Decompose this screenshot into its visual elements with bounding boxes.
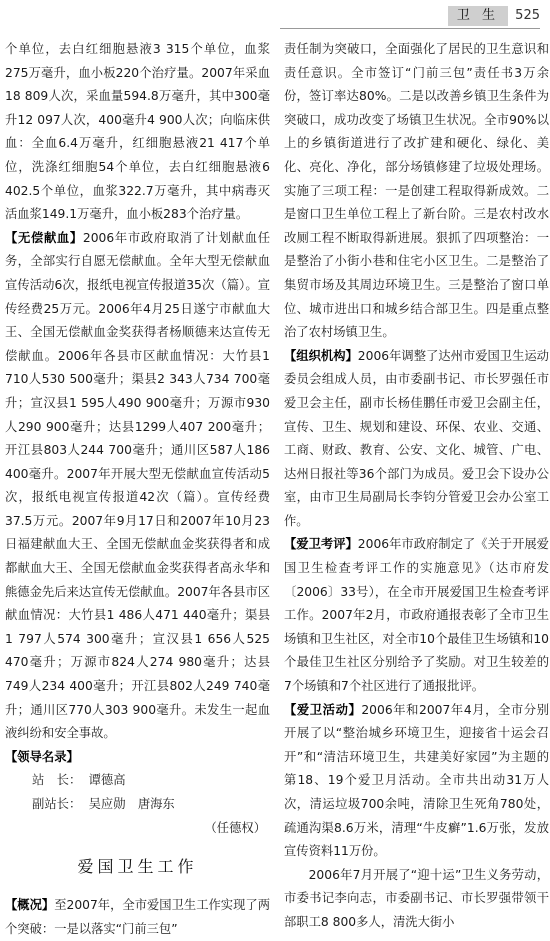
organization-heading: 【组织机构】	[284, 348, 358, 363]
activities-heading: 【爱卫活动】	[284, 702, 362, 717]
paragraph-overview-continued: 责任制为突破口，全面强化了居民的卫生意识和责任意识。全市签订“门前三包”责任书3万余份，签订率达80%。二是以改善乡镇卫生条件为突破口，成功改变了场镇卫生状况。全市90%以上的乡镇街道进行了改扩建和硬化、绿化、美化、亮化、净化，部分场镇修建了垃圾处理场。实施了三项工程：一是创建工程取得新成效。二是窗口卫生单位工程上了新台阶。三是农村改水改厕工程不断取得新进展。狠抓了四项整治：一是整治了小街小巷和住宅小区卫生。二是整治了集贸市场及其周边环境卫生。三是整治了窗口单位、城市进出口和城乡结合部卫生。四是重点整治了农村场镇卫生。	[284, 42, 549, 340]
paragraph-overview	[5, 894, 270, 941]
leader-role: 站 长：	[32, 773, 82, 788]
leaders-heading: 【领导名录】	[5, 749, 79, 764]
unpaid-donation-text: 2006年市政府取消了计划献血任务，全部实行自愿无偿献血。全年大型无偿献血宣传活动6次，报纸电视宣传报道35次（篇）。宣传经费25万元。2006年4月25日遂宁市献血大王、全国无偿献血金奖获得者杨顺德来达宣传无偿献血。2006年各县市区献血情况：大竹县1 710人530 500毫升；渠县2 343人734 700毫升；宣汉县1 595人490 900毫升；万源市930人290 900毫升；达县1299人407 200毫升；开江县803人244 700毫升；通川区587人186 400毫升。2007年开展大型无偿献血宣传活动5次，报纸电视宣传报道42次（篇）。宣传经费37.5万元。2007年9月17日和2007年10月23日福建献血大王、全国无偿献血金奖获得者和成都献血大王、全国无偿献血金奖获得者高永华和熊德金先后来达宣传无偿献血。2007年各县市区献血情况：大竹县1 486人471 440毫升；渠县1 797人574 300毫升；宣汉县1 656人525 470毫升；万源市824人274 980毫升；达县749人234 400毫升；开江县802人249 740毫升；通川区770人303 900毫升。未发生一起血液纠纷和安全事故。	[5, 230, 270, 741]
paragraph-blood-supply: 个单位，去白红细胞悬液3 315个单位，血浆275万毫升，血小板220个治疗量。2007年采血18 809人次，采血量594.8万毫升，其中300毫升12 097人次，400毫升4 900人次；向临床供血：全血6.4万毫升，红细胞悬液21 417个单位，洗涤红细胞54个单位，去白红细胞悬液6 402.5个单位，血浆322.7万毫升，其中病毒灭活血浆149.1万毫升，血小板283个治疗量。	[5, 42, 270, 222]
section-title: 爱国卫生工作	[77, 857, 198, 877]
unpaid-donation-heading: 【无偿献血】	[5, 230, 83, 245]
author-credit: （任德权）	[204, 820, 266, 835]
evaluation-text: 2006年市政府制定了《关于开展爱国卫生检查考评工作的实施意见》（达市府发〔2006〕33号），在全市开展爱国卫生检查考评工作。2007年2月，市政府通报表彰了全市卫生场镇和卫生社区，对全市10个最佳卫生场镇和10个最佳卫生社区分别给予了奖励。对卫生较差的7个场镇和7个社区进行了通报批评。	[284, 537, 549, 694]
paragraph-evaluation	[284, 533, 549, 698]
paragraph-volunteer-labor: 2006年7月开展了“迎十运”卫生义务劳动，市委书记李向志，市委副书记、市长罗强带领干部职工8 800多人，清洗大街小	[284, 867, 549, 929]
paragraph-unpaid-donation	[5, 227, 270, 746]
running-header	[280, 6, 540, 28]
overview-heading: 【概况】	[5, 898, 55, 913]
leader-names: 吴应勋 唐海东	[88, 797, 175, 811]
organization-text: 2006年调整了达州市爱国卫生运动委员会组成人员，由市委副书记、市长罗强任市爱卫会主任，副市长杨佳鹏任市爱卫会副主任，宣传、卫生、规划和建设、环保、农业、交通、工商、财政、教育、公安、文化、城管、广电、达州日报社等36个部门为成员。爱卫会下设办公室，由市卫生局副局长李钧分管爱卫会办公室工作。	[284, 348, 549, 528]
header-rule	[280, 28, 540, 29]
evaluation-heading: 【爱卫考评】	[284, 537, 358, 552]
section-label: 卫 生	[448, 6, 508, 26]
leader-row	[5, 793, 270, 817]
leader-role: 副站长：	[32, 797, 82, 811]
leader-names: 谭德高	[88, 773, 126, 788]
right-column	[284, 38, 549, 929]
left-column	[5, 38, 270, 936]
overview-text: 至2007年，全市爱国卫生工作实现了两个突破：一是以落实“门前三包”	[5, 898, 270, 936]
paragraph-activities	[284, 699, 549, 864]
paragraph-organization	[284, 345, 549, 534]
activities-text: 2006年和2007年4月，全市分别开展了以“整治城乡环境卫生，迎接省十运会召开”和“清洁环境卫生，共建美好家园”为主题的第18、19个爱卫月活动。全市共出动31万人次，清运垃圾700余吨，清除卫生死角780处，疏通沟渠8.6万米，清理“牛皮癣”1.6万张，发放宣传资料11万份。	[284, 702, 549, 859]
page-number: 525	[515, 8, 540, 23]
leaders-heading-line	[5, 746, 270, 770]
leader-row	[5, 769, 270, 793]
